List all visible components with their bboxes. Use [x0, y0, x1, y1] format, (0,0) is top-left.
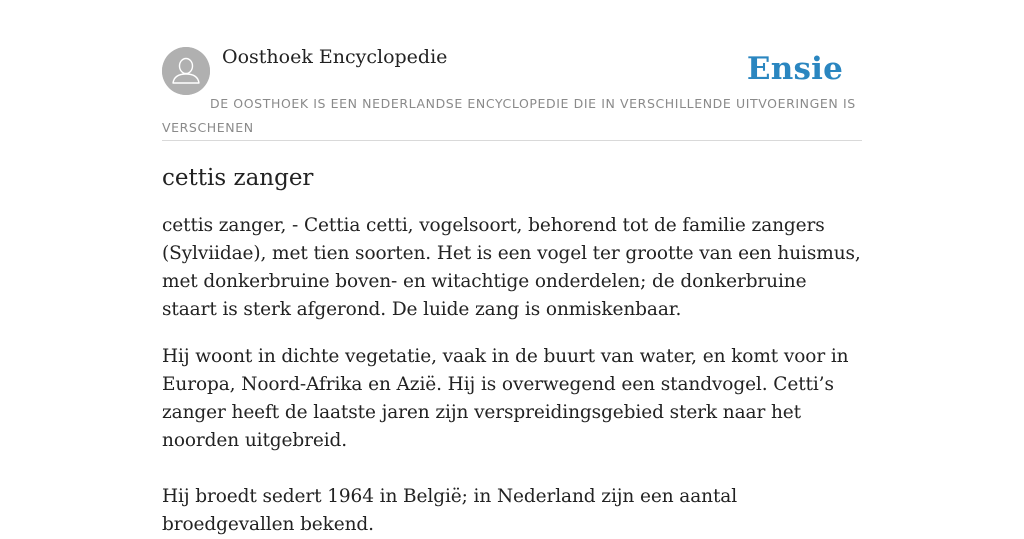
article-paragraph: Hij broedt sedert 1964 in België; in Nederland zijn een aantal broedgevallen bekend.	[162, 486, 738, 535]
article	[162, 160, 862, 539]
site-name[interactable]: Oosthoek Encyclopedie	[222, 46, 448, 68]
article-paragraph: Hij woont in dichte vegetatie, vaak in de buurt van water, en komt voor in Europa, Noord-Afrika en Azië. Hij is overwegend een standvogel. Cetti’s zanger heeft de laatste jaren zijn verspreidingsgebied sterk naar het noorden uitgebreid.	[162, 346, 849, 451]
article-paragraph: cettis zanger, - Cettia cetti, vogelsoort, behorend tot de familie zangers (Sylviidae), met tien soorten. Het is een vogel ter grootte van een huismus, met donkerbruine boven- en witachtige onderdelen; de donkerbruine staart is sterk afgerond. De luide zang is onmiskenbaar.	[162, 215, 861, 320]
user-silhouette-icon	[162, 47, 210, 95]
article-title: cettis zanger	[162, 165, 314, 191]
site-header	[162, 40, 862, 141]
site-tagline: DE OOSTHOEK IS EEN NEDERLANDSE ENCYCLOPEDIE DIE IN VERSCHILLENDE UITVOERINGEN IS VERSCHENEN	[162, 96, 856, 135]
avatar[interactable]	[162, 47, 210, 95]
brand-logo[interactable]: Ensie	[746, 51, 843, 87]
